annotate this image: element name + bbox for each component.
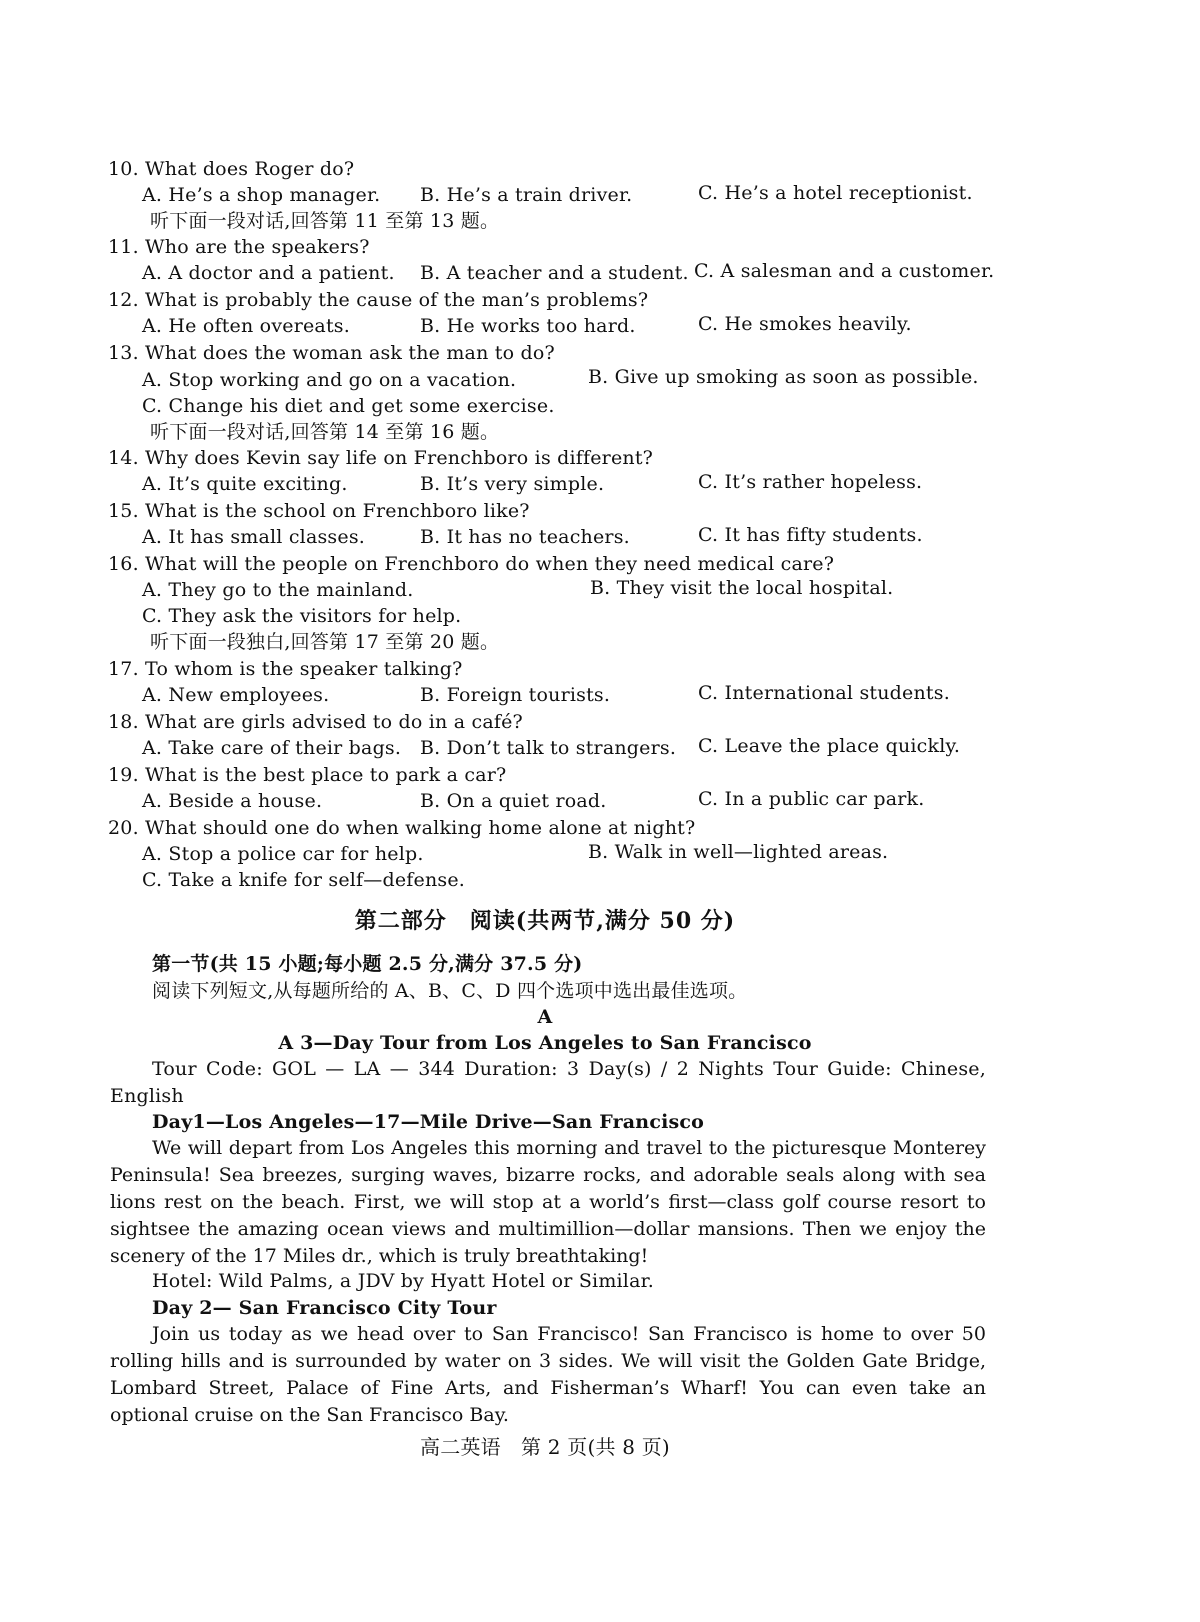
option: C. International students.: [698, 682, 950, 704]
question-10: 10. What does Roger do?: [108, 158, 355, 180]
option: C. They ask the visitors for help.: [142, 605, 462, 627]
tour-info: Tour Code: GOL — LA — 344 Duration: 3 Day(s) / 2 Nights Tour Guide: Chinese,: [152, 1058, 986, 1080]
section-title: 第一节(共 15 小题;每小题 2.5 分,满分 37.5 分): [152, 953, 583, 975]
option: A. New employees.: [142, 684, 330, 706]
option: A. A doctor and a patient.: [142, 262, 395, 284]
question-13: 13. What does the woman ask the man to do?: [108, 342, 555, 364]
option: C. Leave the place quickly.: [698, 735, 961, 757]
question-18: 18. What are girls advised to do in a café?: [108, 711, 523, 733]
question-19: 19. What is the best place to park a car?: [108, 764, 507, 786]
option: B. Don’t talk to strangers.: [420, 737, 677, 759]
page-footer: 高二英语 第 2 页(共 8 页): [420, 1435, 670, 1459]
instruction: 听下面一段独白,回答第 17 至第 20 题。: [150, 631, 500, 653]
option: B. They visit the local hospital.: [590, 577, 894, 599]
option: B. Walk in well—lighted areas.: [588, 841, 889, 863]
option: A. He often overeats.: [142, 315, 350, 337]
option: B. Give up smoking as soon as possible.: [588, 366, 979, 388]
option: B. Foreign tourists.: [420, 684, 611, 706]
option: A. Stop working and go on a vacation.: [142, 369, 517, 391]
option: C. He’s a hotel receptionist.: [698, 182, 973, 204]
option: A. Take care of their bags.: [142, 737, 402, 759]
option: B. It’s very simple.: [420, 473, 605, 495]
option: A. They go to the mainland.: [142, 579, 414, 601]
section-instruction: 阅读下列短文,从每题所给的 A、B、C、D 四个选项中选出最佳选项。: [152, 980, 748, 1002]
option: C. It has fifty students.: [698, 524, 923, 546]
option: A. It has small classes.: [142, 526, 366, 548]
option: C. A salesman and a customer.: [694, 260, 995, 282]
option: A. Beside a house.: [142, 790, 323, 812]
day1-heading: Day1—Los Angeles—17—Mile Drive—San Francisco: [152, 1111, 705, 1133]
question-12: 12. What is probably the cause of the man’s problems?: [108, 289, 649, 311]
passage-title: A 3—Day Tour from Los Angeles to San Francisco: [278, 1032, 812, 1054]
option: C. Take a knife for self—defense.: [142, 869, 466, 891]
tour-info-cont: English: [110, 1085, 184, 1107]
option: A. He’s a shop manager.: [142, 184, 381, 206]
option: B. On a quiet road.: [420, 790, 607, 812]
day1-paragraph: We will depart from Los Angeles this morning and travel to the picturesque Monterey Peninsula! Sea breezes, surging waves, bizarre rocks, and adorable seals along with sea lions rest on the beach. First, we will stop at a world’s first—class golf course resort to sightsee the amazing ocean views and multimillion—dollar mansions. Then we enjoy the scenery of the 17 Miles dr., which is truly breathtaking!: [110, 1137, 986, 1267]
question-20: 20. What should one do when walking home alone at night?: [108, 817, 696, 839]
instruction: 听下面一段对话,回答第 14 至第 16 题。: [150, 421, 500, 443]
day2-paragraph: Join us today as we head over to San Francisco! San Francisco is home to over 50 rolling hills and is surrounded by water on 3 sides. We will visit the Golden Gate Bridge, Lombard Street, Palace of Fine Arts, and Fisherman’s Wharf! You can even take an optional cruise on the San Francisco Bay.: [110, 1323, 986, 1426]
passage-letter: A: [537, 1006, 553, 1028]
part-title: 第二部分 阅读(共两节,满分 50 分): [354, 908, 736, 934]
option: A. It’s quite exciting.: [142, 473, 348, 495]
option: B. A teacher and a student.: [420, 262, 689, 284]
option: B. He’s a train driver.: [420, 184, 633, 206]
option: C. He smokes heavily.: [698, 313, 912, 335]
option: C. In a public car park.: [698, 788, 925, 810]
question-15: 15. What is the school on Frenchboro like?: [108, 500, 530, 522]
option: B. He works too hard.: [420, 315, 636, 337]
option: C. Change his diet and get some exercise.: [142, 395, 555, 417]
option: B. It has no teachers.: [420, 526, 630, 548]
question-16: 16. What will the people on Frenchboro do when they need medical care?: [108, 553, 835, 575]
question-17: 17. To whom is the speaker talking?: [108, 658, 463, 680]
question-14: 14. Why does Kevin say life on Frenchboro is different?: [108, 447, 654, 469]
day2-heading: Day 2— San Francisco City Tour: [152, 1297, 497, 1319]
day1-hotel: Hotel: Wild Palms, a JDV by Hyatt Hotel or Similar.: [152, 1270, 655, 1292]
option: C. It’s rather hopeless.: [698, 471, 923, 493]
question-11: 11. Who are the speakers?: [108, 236, 370, 258]
instruction: 听下面一段对话,回答第 11 至第 13 题。: [150, 210, 500, 232]
option: A. Stop a police car for help.: [142, 843, 424, 865]
